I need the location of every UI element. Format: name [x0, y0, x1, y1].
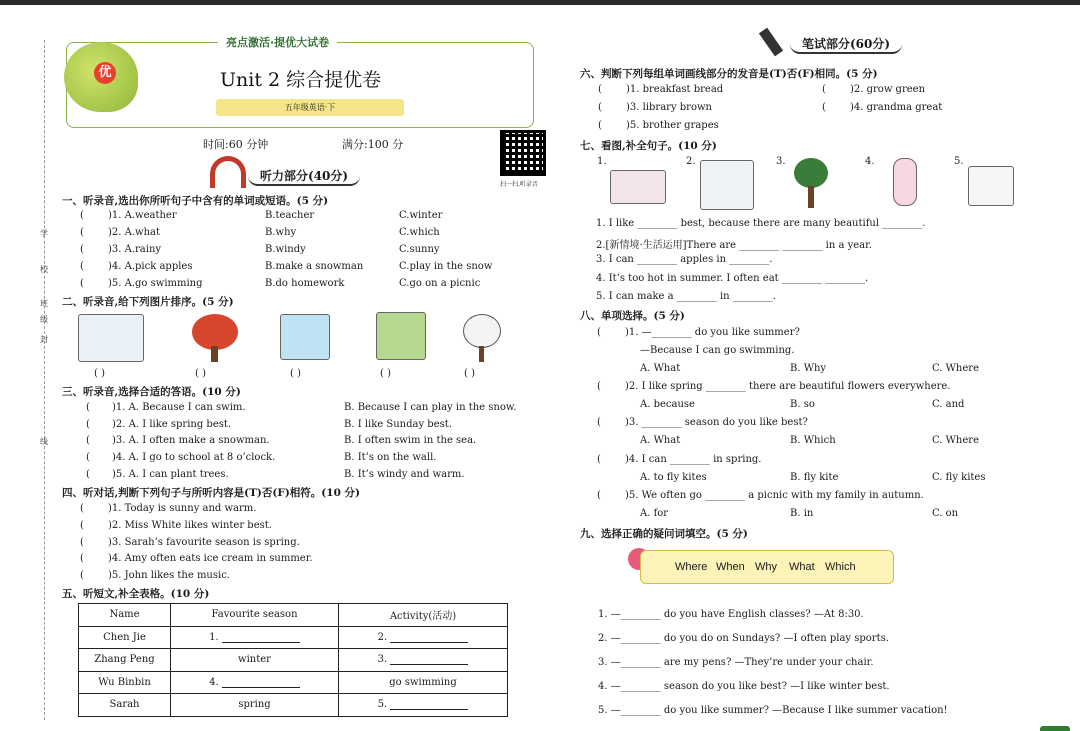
option-a: )4. A.pick apples [108, 261, 193, 272]
option-c: C. on [932, 508, 959, 519]
blank-number: 2. [377, 631, 388, 643]
option-b: B. so [790, 399, 815, 410]
picture-four-seasons [700, 160, 754, 210]
tf-paren[interactable]: ( [822, 84, 826, 95]
word-pair: )3. library brown [626, 102, 712, 113]
page-tab [1040, 726, 1070, 731]
option-b: B.do homework [265, 278, 345, 289]
tf-paren[interactable]: ( [80, 553, 84, 564]
option-a: A. What [640, 363, 681, 374]
option-c: C. fly kites [932, 472, 986, 483]
name-cell: Sarah [79, 694, 171, 717]
order-paren[interactable]: ( ) [380, 368, 391, 379]
option-c: C.sunny [399, 244, 440, 255]
dialogue-fill[interactable]: 2. —________ do you do on Sundays? —I often play sports. [598, 633, 889, 644]
sec5-heading: 五、听短文,补全表格。(10 分) [62, 588, 210, 600]
binding-line [44, 40, 45, 720]
answer-blank[interactable] [390, 700, 468, 710]
season-cell[interactable] [171, 626, 339, 649]
activity-cell: go swimming [339, 671, 508, 694]
word-bank-item: Where [675, 561, 708, 573]
gutter-label: 线 [40, 437, 48, 446]
picture-number: 5. [954, 156, 964, 167]
word-bank-item: When [716, 561, 745, 573]
option-b: B. fly kite [790, 472, 839, 483]
option-c: C. Where [932, 435, 979, 446]
word-pair: )2. grow green [850, 84, 926, 95]
option-c: C. Where [932, 363, 979, 374]
dialogue-fill[interactable]: 4. —________ season do you like best? —I like winter best. [598, 681, 890, 692]
option-c: C.which [399, 227, 440, 238]
badge-label: 优 [94, 62, 116, 84]
order-paren[interactable]: ( ) [94, 368, 105, 379]
dialogue-fill[interactable]: 1. —________ do you have English classes? —At 8:30. [598, 609, 864, 620]
tf-paren[interactable]: ( [598, 102, 602, 113]
answer-paren[interactable]: ( [86, 402, 90, 413]
name-cell: Chen Jie [79, 626, 171, 649]
sentence-fill[interactable]: 1. I like ________ best, because there are many beautiful ________. [596, 218, 926, 229]
option-a: A. for [640, 508, 669, 519]
answer-blank[interactable] [390, 655, 468, 665]
option-a: )2. A.what [108, 227, 161, 238]
order-paren[interactable]: ( ) [195, 368, 206, 379]
answer-paren[interactable]: ( [80, 278, 84, 289]
blank-number: 3. [377, 654, 388, 666]
word-bank-item: Which [825, 561, 856, 573]
option-a: )1. A. Because I can swim. [112, 402, 246, 413]
word-bank-item: Why [755, 561, 777, 573]
name-cell: Zhang Peng [79, 649, 171, 672]
order-paren[interactable]: ( ) [464, 368, 475, 379]
tf-statement: )3. Sarah’s favourite season is spring. [108, 537, 300, 548]
order-paren[interactable]: ( ) [290, 368, 301, 379]
headphone-icon [210, 156, 246, 188]
tf-paren[interactable]: ( [598, 84, 602, 95]
answer-blank[interactable] [222, 678, 300, 688]
gutter-label: 校 [40, 265, 48, 274]
blank-number: 1. [209, 631, 219, 643]
picture-number: 3. [776, 156, 786, 167]
tf-statement: )1. Today is sunny and warm. [108, 503, 257, 514]
series-name: 亮点激活·提优大试卷 [218, 34, 337, 50]
answer-paren[interactable]: ( [86, 452, 90, 463]
season-table [78, 603, 508, 717]
activity-cell[interactable] [339, 626, 508, 649]
tree-trunk [808, 186, 814, 208]
time-limit: 时间:60 分钟 [203, 138, 269, 151]
option-a: )1. A.weather [108, 210, 177, 221]
option-b: B.make a snowman [265, 261, 364, 272]
picture-flowers [610, 170, 666, 204]
option-b: B. I often swim in the sea. [344, 435, 477, 446]
answer-paren[interactable]: ( [597, 490, 601, 501]
qr-code-icon[interactable] [500, 130, 546, 176]
table-row [79, 649, 508, 672]
option-b: B. Which [790, 435, 836, 446]
picture-girl-ice-cream [893, 158, 917, 206]
table-header-row [79, 604, 508, 627]
option-b: B.teacher [265, 210, 315, 221]
answer-paren[interactable]: ( [80, 210, 84, 221]
picture-number: 1. [597, 156, 607, 167]
option-a: A. because [640, 399, 695, 410]
word-bank [640, 550, 894, 584]
answer-paren[interactable]: ( [597, 327, 601, 338]
option-b: B.windy [265, 244, 306, 255]
tf-paren[interactable]: ( [80, 520, 84, 531]
pencil-icon [759, 28, 783, 57]
answer-paren[interactable]: ( [80, 227, 84, 238]
sec2-heading: 二、听录音,给下列图片排序。(5 分) [62, 296, 234, 308]
option-b: B. It’s windy and warm. [344, 469, 465, 480]
picture-picnic [376, 312, 426, 360]
question: )1. —________ do you like summer? [625, 327, 800, 338]
picture-bare-tree [463, 314, 501, 348]
option-b: B. It’s on the wall. [344, 452, 437, 463]
option-c: C.go on a picnic [399, 278, 481, 289]
option-a: )3. A.rainy [108, 244, 162, 255]
page-title: Unit 2 综合提优卷 [220, 69, 382, 91]
word-bank-item: What [789, 561, 815, 573]
picture-number: 4. [865, 156, 875, 167]
word-pair: )5. brother grapes [626, 120, 719, 131]
tf-paren[interactable]: ( [80, 537, 84, 548]
option-b: B.why [265, 227, 297, 238]
sentence-fill[interactable]: 4. It’s too hot in summer. I often eat ________ ________. [596, 273, 869, 284]
table-row [79, 694, 508, 717]
picture-swimming [280, 314, 330, 360]
question: )3. ________ season do you like best? [625, 417, 808, 428]
option-b: B. Because I can play in the snow. [344, 402, 517, 413]
sec6-heading: 六、判断下列每组单词画线部分的发音是(T)否(F)相同。(5 分) [580, 68, 878, 80]
option-b: B. I like Sunday best. [344, 419, 452, 430]
column-header: Name [79, 604, 171, 627]
option-c: C.play in the snow [399, 261, 493, 272]
sentence-fill[interactable]: 3. I can ________ apples in ________. [596, 254, 773, 265]
gutter-label: 封 [40, 335, 48, 344]
tf-paren[interactable]: ( [80, 503, 84, 514]
answer-paren[interactable]: ( [597, 381, 601, 392]
listening-banner: 听力部分(40分) [248, 164, 360, 186]
tf-paren[interactable]: ( [80, 570, 84, 581]
sec8-heading: 八、单项选择。(5 分) [580, 310, 685, 322]
column-header: Activity(活动) [339, 604, 508, 627]
picture-apple-tree [192, 314, 238, 350]
activity-cell[interactable] [339, 649, 508, 672]
tf-paren[interactable]: ( [598, 120, 602, 131]
picture-snowman [968, 166, 1014, 206]
tf-statement: )4. Amy often eats ice cream in summer. [108, 553, 313, 564]
top-edge [0, 0, 1080, 5]
full-score: 满分:100 分 [342, 138, 404, 151]
gutter-label: 学 [40, 229, 48, 238]
tf-statement: )2. Miss White likes winter best. [108, 520, 272, 531]
option-b: B. Why [790, 363, 827, 374]
column-header: Favourite season [171, 604, 339, 627]
activity-cell[interactable] [339, 694, 508, 717]
answer-paren[interactable]: ( [80, 244, 84, 255]
tree-trunk [211, 346, 218, 362]
answer-paren[interactable]: ( [597, 417, 601, 428]
option-a: )2. A. I like spring best. [112, 419, 232, 430]
blank-number: 5. [377, 699, 388, 711]
answer-blank[interactable] [390, 633, 468, 643]
option-a: A. to fly kites [640, 472, 707, 483]
gutter-label: 级 [40, 315, 48, 324]
answer-paren[interactable]: ( [86, 419, 90, 430]
answer-paren[interactable]: ( [86, 469, 90, 480]
name-cell: Wu Binbin [79, 671, 171, 694]
option-a: )3. A. I often make a snowman. [112, 435, 270, 446]
answer-paren[interactable]: ( [86, 435, 90, 446]
season-cell: winter [171, 649, 339, 672]
option-a: )5. A.go swimming [108, 278, 203, 289]
option-a: )5. A. I can plant trees. [112, 469, 229, 480]
table-row [79, 626, 508, 649]
qr-caption: 扫一扫,听录音 [500, 181, 538, 188]
question: )4. I can ________ in spring. [625, 454, 762, 465]
gutter-label: 班 [40, 299, 48, 308]
option-a: )4. A. I go to school at 8 o’clock. [112, 452, 276, 463]
blank-number: 4. [209, 676, 219, 688]
question: )5. We often go ________ a picnic with my family in autumn. [625, 490, 924, 501]
season-cell[interactable] [171, 671, 339, 694]
picture-snow-play [78, 314, 144, 362]
picture-apple-picking [794, 158, 828, 188]
question: )2. I like spring ________ there are beautiful flowers everywhere. [625, 381, 951, 392]
answer-blank[interactable] [222, 633, 300, 643]
question-reply: —Because I can go swimming. [640, 345, 795, 356]
option-c: C. and [932, 399, 965, 410]
option-c: C.winter [399, 210, 443, 221]
answer-paren[interactable]: ( [80, 261, 84, 272]
sec3-heading: 三、听录音,选择合适的答语。(10 分) [62, 386, 241, 398]
table-row [79, 671, 508, 694]
sec1-heading: 一、听录音,选出你所听句子中含有的单词或短语。(5 分) [62, 195, 329, 207]
sec7-heading: 七、看图,补全句子。(10 分) [580, 140, 717, 152]
season-cell: spring [171, 694, 339, 717]
dialogue-fill[interactable]: 3. —________ are my pens? —They’re under your chair. [598, 657, 874, 668]
sec9-heading: 九、选择正确的疑问词填空。(5 分) [580, 528, 748, 540]
option-a: A. What [640, 435, 681, 446]
option-b: B. in [790, 508, 814, 519]
sentence-fill[interactable]: 2.[新情境·生活运用]There are ________ ________ in a year. [596, 240, 872, 251]
answer-paren[interactable]: ( [597, 454, 601, 465]
sentence-fill[interactable]: 5. I can make a ________ in ________. [596, 291, 776, 302]
sec4-heading: 四、听对话,判断下列句子与所听内容是(T)否(F)相符。(10 分) [62, 487, 360, 499]
tf-paren[interactable]: ( [822, 102, 826, 113]
writing-banner: 笔试部分(60分) [790, 32, 902, 54]
word-pair: )4. grandma great [850, 102, 943, 113]
dialogue-fill[interactable]: 5. —________ do you like summer? —Because I like summer vacation! [598, 705, 948, 716]
word-pair: )1. breakfast bread [626, 84, 724, 95]
grade-label: 五年级英语·下 [216, 99, 404, 116]
tf-statement: )5. John likes the music. [108, 570, 230, 581]
tree-trunk [479, 346, 484, 362]
picture-number: 2. [686, 156, 696, 167]
